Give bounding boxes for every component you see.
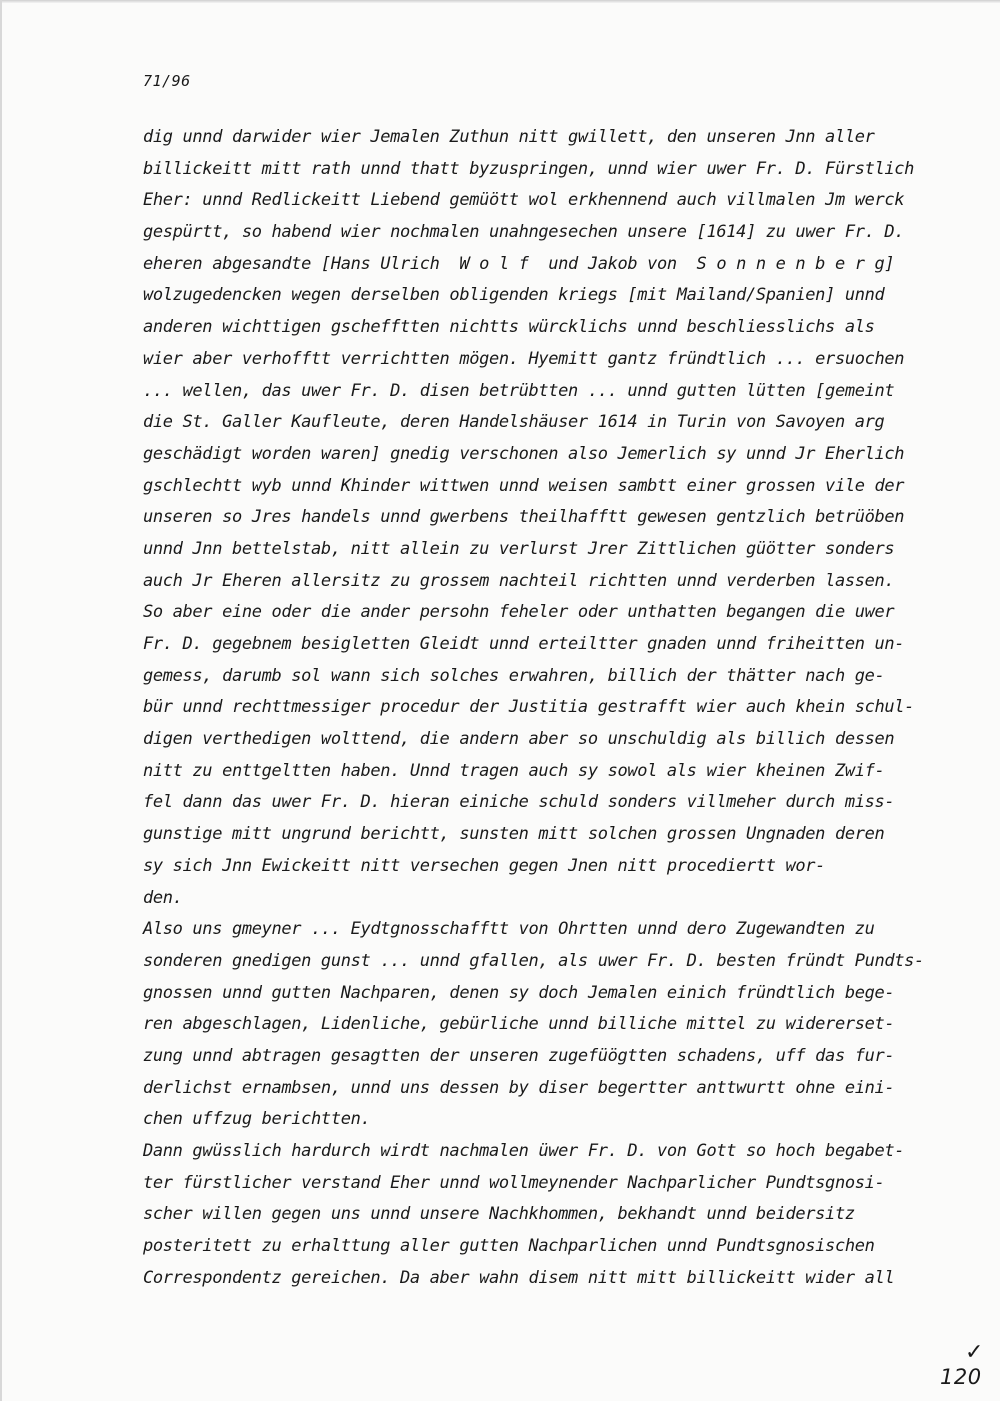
text-line: Dann gwüsslich hardurch wirdt nachmalen üwer Fr. D. von Gott so hoch begabet- — [143, 1141, 905, 1161]
text-line: Correspondentz gereichen. Da aber wahn disem nitt mitt billickeitt wider all — [143, 1267, 895, 1288]
text-line: die St. Galler Kaufleute, deren Handelshäuser 1614 in Turin von Savoyen arg — [143, 412, 885, 433]
page-reference: 71/96 — [143, 72, 191, 90]
text-line: So aber eine oder die ander persohn feheler oder unthatten begangen die uwer — [143, 602, 895, 623]
text-line: posteritett zu erhalttung aller gutten Nachparlichen unnd Pundtsgnosischen — [143, 1236, 875, 1257]
body-text — [143, 122, 933, 1294]
text-line: derlichst ernambsen, unnd uns dessen by diser begertter anttwurtt ohne eini- — [143, 1077, 895, 1098]
text-line: unseren so Jres handels unnd gwerbens theilhafftt gewesen gentzlich betrüöben — [143, 507, 905, 528]
text-line: gnossen unnd gutten Nachparen, denen sy doch Jemalen einich fründtlich bege- — [143, 982, 895, 1003]
text-line: wier aber verhofftt verrichtten mögen. Hyemitt gantz fründtlich ... ersuochen — [143, 348, 905, 369]
text-line: ... wellen, das uwer Fr. D. disen betrübtten ... unnd gutten lütten [gemeint — [143, 380, 895, 401]
text-line: ter fürstlicher verstand Eher unnd wollmeynender Nachparlicher Pundtsgnosi- — [143, 1172, 885, 1193]
text-line: Eher: unnd Redlickeitt Liebend gemüött wol erkhennend auch villmalen Jm werck — [143, 190, 905, 211]
text-line: unnd Jnn bettelstab, nitt allein zu verlurst Jrer Zittlichen güötter sonders — [143, 538, 895, 559]
text-line: scher willen gegen uns unnd unsere Nachkhommen, bekhandt unnd beidersitz — [143, 1204, 855, 1225]
text-line: dig unnd darwider wier Jemalen Zuthun nitt gwillett, den unseren Jnn aller — [143, 127, 875, 147]
text-line: gschlechtt wyb unnd Khinder wittwen unnd weisen sambtt einer grossen vile der — [143, 475, 905, 496]
text-line: den. — [143, 887, 183, 908]
text-line: zung unnd abtragen gesagtten der unseren zugefüögtten schadens, uff das fur- — [143, 1045, 895, 1066]
text-line: gemess, darumb sol wann sich solches erwahren, billich der thätter nach ge- — [143, 665, 885, 686]
text-line: nitt zu enttgeltten haben. Unnd tragen auch sy sowol als wier kheinen Zwif- — [143, 760, 885, 781]
text-line: sonderen gnedigen gunst ... unnd gfallen, als uwer Fr. D. besten fründt Pundts- — [143, 950, 924, 971]
text-line: eheren abgesandte [Hans Ulrich W o l f und Jakob von S o n n e n b e r g] — [143, 253, 895, 274]
text-line: chen uffzug berichtten. — [143, 1109, 371, 1130]
text-line: ren abgeschlagen, Lidenliche, gebürliche unnd billiche mittel zu widererset- — [143, 1014, 895, 1035]
check-mark: ✓ — [965, 1340, 984, 1365]
text-line: Also uns gmeyner ... Eydtgnosschafftt von Ohrtten unnd dero Zugewandten zu — [143, 919, 875, 940]
text-line: sy sich Jnn Ewickeitt nitt versechen gegen Jnen nitt procediertt wor- — [143, 855, 826, 876]
text-line: fel dann das uwer Fr. D. hieran einiche schuld sonders villmeher durch miss- — [143, 792, 895, 813]
scan-edge-top — [0, 0, 1000, 3]
text-line: bür unnd rechttmessiger procedur der Justitia gestrafft wier auch khein schul- — [143, 697, 915, 718]
text-line: wolzugedencken wegen derselben obligenden kriegs [mit Mailand/Spanien] unnd — [143, 285, 885, 306]
folio-number: 120 — [940, 1365, 982, 1389]
text-line: geschädigt worden waren] gnedig verschonen also Jemerlich sy unnd Jr Eherlich — [143, 443, 905, 464]
text-line: gespürtt, so habend wier nochmalen unahngesechen unsere [1614] zu uwer Fr. D. — [143, 222, 905, 243]
scan-edge-left — [0, 0, 2, 1401]
text-line: gunstige mitt ungrund berichtt, sunsten mitt solchen grossen Ungnaden deren — [143, 824, 885, 845]
text-line: billickeitt mitt rath unnd thatt byzuspringen, unnd wier uwer Fr. D. Fürstlich — [143, 158, 915, 179]
text-line: Fr. D. gegebnem besigletten Gleidt unnd erteiltter gnaden unnd friheitten un- — [143, 634, 905, 654]
text-line: anderen wichttigen gschefftten nichtts würcklichs unnd beschliesslichs als — [143, 317, 875, 338]
text-line: auch Jr Eheren allersitz zu grossem nachteil richtten unnd verderben lassen. — [143, 570, 895, 591]
text-line: digen verthedigen wolttend, die andern aber so unschuldig als billich dessen — [143, 729, 895, 750]
